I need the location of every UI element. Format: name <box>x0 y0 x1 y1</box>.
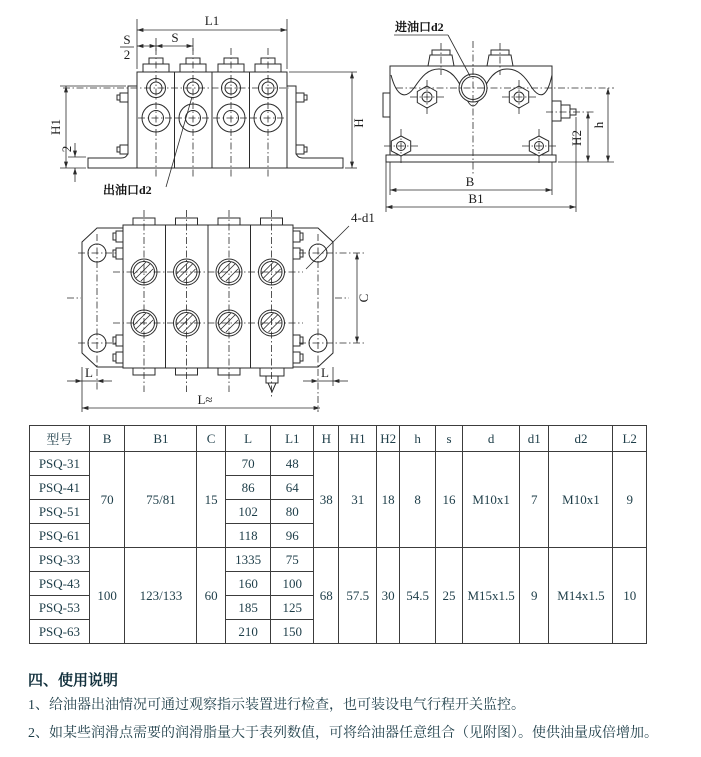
dim-H1-label: H1 <box>48 119 63 135</box>
cell-B: 100 <box>89 548 125 644</box>
dim-L-approx <box>82 386 320 412</box>
dim-S-label: S <box>171 30 179 45</box>
header-d: d <box>463 426 520 452</box>
grease-fitting <box>260 368 284 392</box>
cell-L: 86 <box>225 476 271 500</box>
cell-model: PSQ-63 <box>30 620 90 644</box>
cell-model: PSQ-31 <box>30 452 90 476</box>
cell-h: 54.5 <box>400 548 436 644</box>
dim-C <box>356 253 371 343</box>
dim-H1 <box>48 86 126 168</box>
cell-s: 16 <box>435 452 462 548</box>
cell-d1: 7 <box>520 452 549 548</box>
header-L2: L2 <box>613 426 647 452</box>
dim-L-left <box>67 365 112 386</box>
cell-L: 102 <box>225 500 271 524</box>
s-frac-den: 2 <box>123 47 131 62</box>
cell-model: PSQ-33 <box>30 548 90 572</box>
header-B1: B1 <box>125 426 197 452</box>
cell-B1: 75/81 <box>125 452 197 548</box>
cell-d2: M10x1 <box>549 452 613 548</box>
header-C: C <box>197 426 225 452</box>
cell-H: 68 <box>314 548 339 644</box>
cell-d2: M14x1.5 <box>549 548 613 644</box>
cell-L2: 10 <box>613 548 647 644</box>
mounting-bracket-right <box>287 86 343 168</box>
side-view-drawing <box>378 5 701 220</box>
dim-h <box>558 88 614 162</box>
cell-L: 160 <box>225 572 271 596</box>
cell-H2: 18 <box>377 452 400 548</box>
usage-notes <box>28 669 688 753</box>
cell-B: 70 <box>89 452 125 548</box>
dim-H2 <box>569 112 588 162</box>
cell-H1: 57.5 <box>339 548 377 644</box>
cell-L: 118 <box>225 524 271 548</box>
top-bolt-caps <box>143 58 281 72</box>
cell-L1: 64 <box>271 476 314 500</box>
side-fitting <box>552 101 576 121</box>
dim-2 <box>59 143 86 182</box>
cell-L: 1335 <box>225 548 271 572</box>
cell-d: M15x1.5 <box>463 548 520 644</box>
cell-H: 38 <box>314 452 339 548</box>
cell-L2: 9 <box>613 452 647 548</box>
header-H2: H2 <box>377 426 400 452</box>
cell-C: 15 <box>197 452 225 548</box>
dim-L-right <box>303 365 348 386</box>
cell-C: 60 <box>197 548 225 644</box>
cell-model: PSQ-43 <box>30 572 90 596</box>
table-header-row <box>30 426 647 452</box>
cell-model: PSQ-41 <box>30 476 90 500</box>
cell-L1: 150 <box>271 620 314 644</box>
dim-L-left-label: L <box>85 365 93 380</box>
header-model: 型号 <box>30 426 90 452</box>
dim-L-approx-label: L≈ <box>197 392 213 407</box>
table-row <box>30 452 647 476</box>
spec-table <box>29 425 647 644</box>
cell-L1: 125 <box>271 596 314 620</box>
cell-L: 185 <box>225 596 271 620</box>
dim-L-right-label: L <box>321 365 329 380</box>
notes-heading: 四、使用说明 <box>28 673 119 689</box>
cell-L: 70 <box>225 452 271 476</box>
cell-B1: 123/133 <box>125 548 197 644</box>
outlet-label: 出油口d2 <box>103 183 152 197</box>
note-item-1: 1、给油器出油情况可通过观察指示装置进行检查，也可装设电气行程开关监控。 <box>28 698 525 713</box>
cell-L1: 100 <box>271 572 314 596</box>
cell-L1: 48 <box>271 452 314 476</box>
table-row <box>30 548 647 572</box>
dim-L1-label: L1 <box>204 13 220 28</box>
cell-h: 8 <box>400 452 436 548</box>
cell-model: PSQ-53 <box>30 596 90 620</box>
s-frac-num: S <box>123 32 131 47</box>
header-h: h <box>400 426 436 452</box>
distributor-body <box>123 218 293 375</box>
cell-d1: 9 <box>520 548 549 644</box>
header-L1: L1 <box>271 426 314 452</box>
dim-S <box>156 30 193 46</box>
header-H: H <box>314 426 339 452</box>
header-L: L <box>225 426 271 452</box>
header-H1: H1 <box>339 426 377 452</box>
cell-L1: 80 <box>271 500 314 524</box>
header-B: B <box>89 426 125 452</box>
cell-d: M10x1 <box>463 452 520 548</box>
cell-model: PSQ-51 <box>30 500 90 524</box>
dim-h-label: h <box>591 121 606 129</box>
header-d1: d1 <box>520 426 549 452</box>
front-view-drawing <box>48 5 390 205</box>
dim-2-label: 2 <box>59 145 74 153</box>
dim-B1-label: B1 <box>468 191 484 206</box>
cell-H2: 30 <box>377 548 400 644</box>
dim-B-label: B <box>465 174 475 189</box>
header-d2: d2 <box>549 426 613 452</box>
note-item-2: 2、如某些润滑点需要的润滑脂量大于表列数值，可将给油器任意组合（见附图）。使供油量成倍增加。 <box>28 725 658 741</box>
cell-model: PSQ-61 <box>30 524 90 548</box>
dim-H-label: H <box>351 118 366 128</box>
header-s: s <box>435 426 462 452</box>
plan-view-drawing <box>55 200 405 422</box>
inlet-label: 进油口d2 <box>395 20 444 34</box>
mounting-bracket-left <box>88 86 137 168</box>
cell-L1: 96 <box>271 524 314 548</box>
cell-L: 210 <box>225 620 271 644</box>
cell-H1: 31 <box>339 452 377 548</box>
cell-L1: 75 <box>271 548 314 572</box>
cell-s: 25 <box>435 548 462 644</box>
holes-label: 4-d1 <box>351 210 375 225</box>
dim-H2-label: H2 <box>569 130 584 146</box>
dim-C-label: C <box>356 293 371 303</box>
